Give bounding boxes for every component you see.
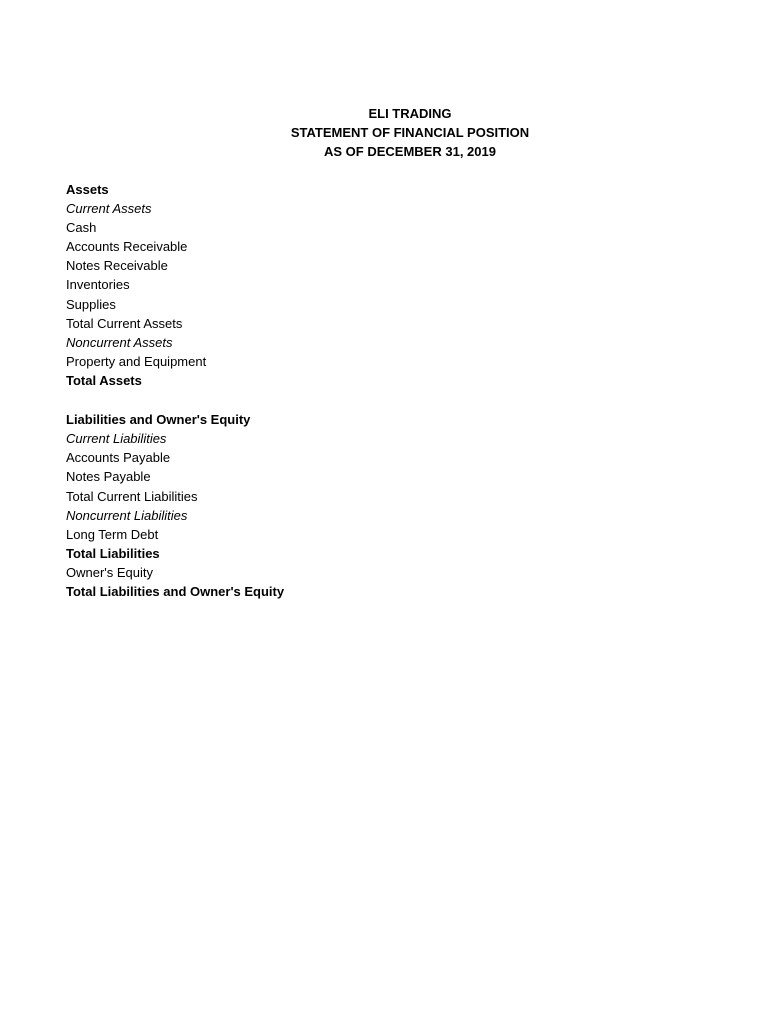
- line-item: Liabilities and Owner's Equity: [66, 411, 251, 427]
- line-item: Accounts Payable: [66, 450, 171, 466]
- line-item: Long Term Debt: [66, 526, 159, 542]
- line-item: Total Current Liabilities: [66, 488, 198, 504]
- line-item: Supplies: [66, 296, 116, 312]
- line-item: Notes Receivable: [66, 258, 168, 274]
- line-item: Current Liabilities: [66, 430, 167, 446]
- statement-date: AS OF DECEMBER 31, 2019: [324, 144, 496, 160]
- statement-title: STATEMENT OF FINANCIAL POSITION: [290, 125, 530, 141]
- line-item: Assets: [66, 181, 109, 197]
- line-item: Noncurrent Liabilities: [66, 507, 188, 523]
- line-item: Current Assets: [66, 200, 152, 216]
- spacer-line: [66, 391, 284, 410]
- line-item: Notes Payable: [66, 469, 151, 485]
- line-item: Total Liabilities and Owner's Equity: [66, 584, 285, 600]
- line-item: Noncurrent Assets: [66, 335, 173, 350]
- line-item: Owner's Equity: [66, 565, 154, 581]
- line-item: Total Assets: [66, 373, 142, 389]
- line-item: Cash: [66, 219, 97, 235]
- company-name: ELI TRADING: [368, 106, 452, 121]
- line-item: Total Current Assets: [66, 315, 183, 331]
- line-item: Accounts Receivable: [66, 239, 188, 255]
- line-item: Property and Equipment: [66, 354, 207, 370]
- line-item: Inventories: [66, 277, 130, 293]
- line-item: Total Liabilities: [66, 546, 160, 562]
- statement-header: [0, 104, 768, 162]
- statement-line-items: [66, 180, 284, 602]
